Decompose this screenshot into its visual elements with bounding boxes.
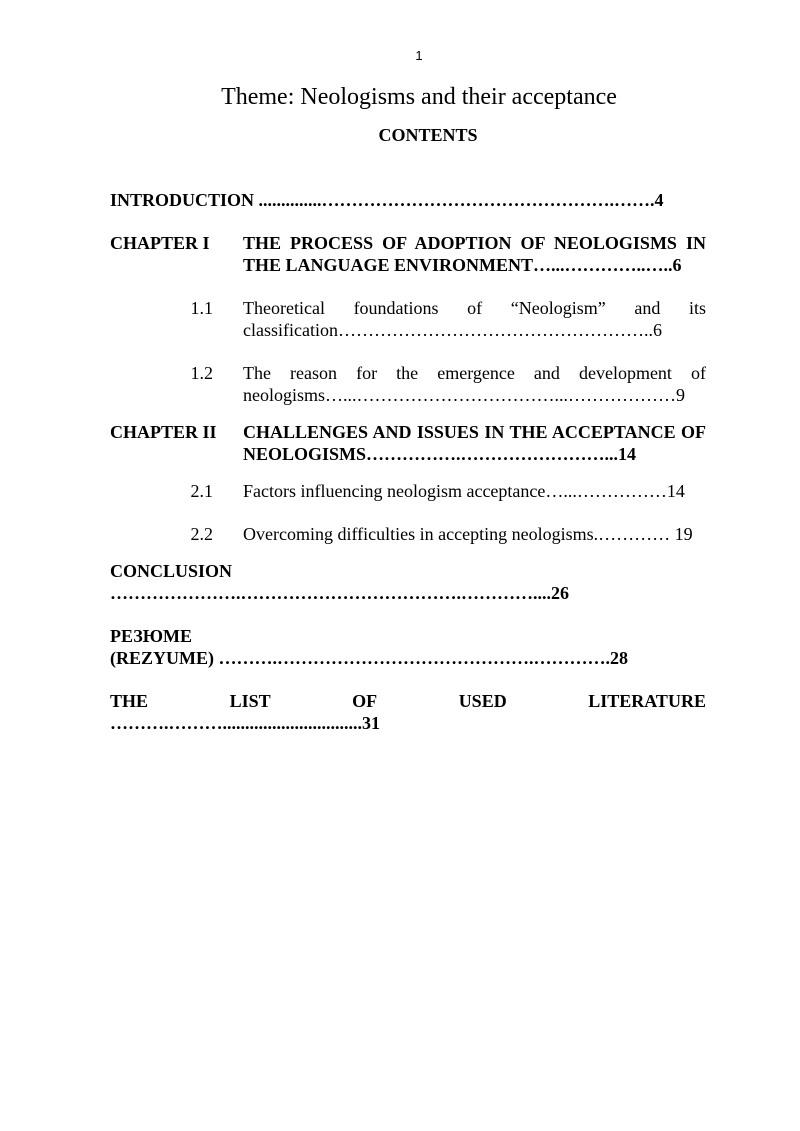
- toc-section-1-2: [110, 362, 706, 406]
- toc-rezyume-leader: (REZYUME) ……….…………………………………….………….28: [110, 648, 628, 668]
- toc-section-2-2: [110, 523, 706, 545]
- toc-literature-word: OF: [352, 691, 378, 711]
- toc-chapter-1: [110, 232, 706, 276]
- toc-literature-word: USED: [458, 691, 507, 711]
- toc-section-1-1-number: 1.1: [190, 298, 213, 318]
- toc-rezyume-title: РЕЗЮМЕ: [110, 626, 192, 646]
- toc-chapter-2-title: CHALLENGES AND ISSUES IN THE ACCEPTANCE OF NEOLOGISMS…………….……………………...14: [243, 422, 706, 464]
- toc-literature: [110, 690, 706, 734]
- toc-conclusion: [110, 560, 706, 604]
- toc-literature-word: LITERATURE: [588, 691, 706, 711]
- toc-conclusion-title: CONCLUSION: [110, 561, 233, 581]
- toc-rezyume: [110, 625, 706, 669]
- toc-section-2-2-number: 2.2: [190, 524, 213, 544]
- table-of-contents: [110, 189, 706, 734]
- toc-section-2-1-text: Factors influencing neologism acceptance…...……………14: [243, 481, 685, 501]
- toc-chapter-1-label: CHAPTER I: [110, 233, 210, 253]
- page-number: 1: [415, 48, 423, 63]
- toc-literature-word: LIST: [229, 691, 271, 711]
- toc-section-1-2-text: The reason for the emergence and development of neologisms…...……………………………...………………9: [243, 363, 706, 405]
- toc-introduction: INTRODUCTION ..............………………………………………….…….4: [110, 190, 664, 210]
- toc-section-2-1: [110, 480, 706, 502]
- toc-section-1-2-number: 1.2: [190, 363, 213, 383]
- toc-section-1-1-text: Theoretical foundations of “Neologism” and its classification……………………………………………..6: [243, 298, 706, 340]
- toc-chapter-2-label: CHAPTER II: [110, 422, 217, 442]
- document-theme-title: Theme: Neologisms and their acceptance: [221, 84, 617, 110]
- toc-section-2-2-text: Overcoming difficulties in accepting neologisms.………… 19: [243, 524, 693, 544]
- contents-heading: CONTENTS: [378, 125, 478, 145]
- toc-conclusion-leader: ………………….……………………………….…………....26: [110, 583, 569, 603]
- toc-literature-title: [110, 690, 706, 712]
- toc-literature-leader: ……….………...............................31: [110, 713, 380, 733]
- toc-chapter-1-title: THE PROCESS OF ADOPTION OF NEOLOGISMS IN THE LANGUAGE ENVIRONMENT…...…………..…..6: [243, 233, 706, 275]
- toc-section-1-1: [110, 297, 706, 341]
- toc-section-2-1-number: 2.1: [190, 481, 213, 501]
- toc-literature-word: THE: [110, 691, 149, 711]
- toc-chapter-2: [110, 421, 706, 465]
